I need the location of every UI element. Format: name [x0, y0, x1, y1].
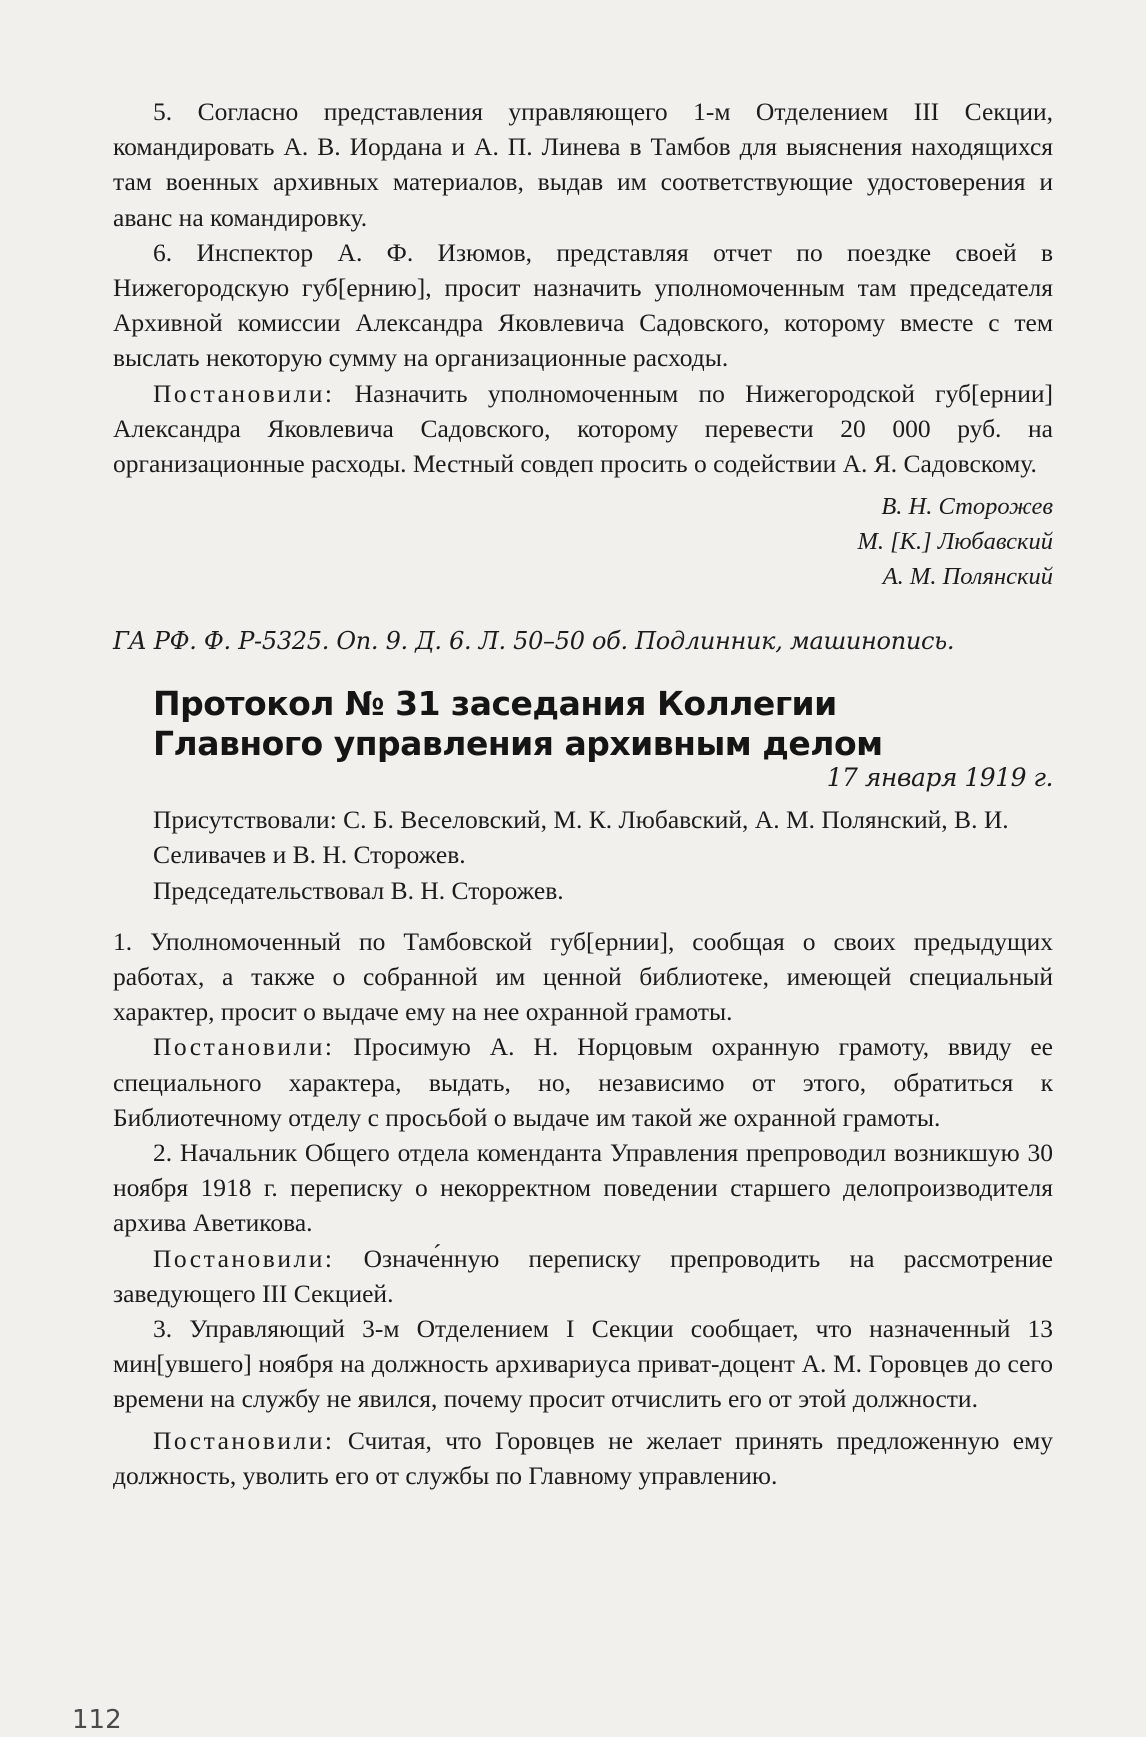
item-2: 2. Начальник Общего отдела коменданта Управления препроводил возникшую 30 ноября 1918 г. переписку о некорректном поведении старшего делопроизводителя архива Аветикова.	[113, 1138, 1053, 1238]
resolution-3-label: Постановили:	[153, 1425, 335, 1455]
archive-source: ГА РФ. Ф. Р-5325. Оп. 9. Д. 6. Л. 50–50 об. Подлинник, машинопись.	[113, 627, 955, 656]
resolution-1-label: Постановили:	[153, 1032, 335, 1062]
item-3: 3. Управляющий 3-м Отделением I Секции сообщает, что назначенный 13 мин[увшего] ноября на должность архивариуса приват-доцент А. М. Горовцев до сего времени на службу не явился, почему просит отчислить его от этой должности.	[113, 1314, 1053, 1414]
resolution-2-text: Означе́нную переписку препроводить на рассмотрение заведующего III Секцией.	[113, 1243, 1053, 1308]
chairman: Председательствовал В. Н. Сторожев.	[153, 875, 564, 905]
attendees: Присутствовали: С. Б. Веселовский, М. К. Любавский, А. М. Полянский, В. И. Селивачев и В. Н. Сторожев.	[153, 805, 1009, 870]
resolution-1	[113, 1029, 1053, 1135]
text-column	[113, 94, 1053, 1493]
resolution-3	[113, 1423, 1053, 1493]
protocol-heading	[153, 684, 1053, 764]
resolution-top	[113, 376, 1053, 482]
protocol-date: 17 января 1919 г.	[826, 763, 1053, 793]
resolution-label: Постановили:	[153, 378, 335, 408]
signature-3: А. М. Полянский	[882, 563, 1053, 591]
resolution-3-text: Считая, что Горовцев не желает принять предложенную ему должность, уволить его от службы по Главному управлению.	[113, 1425, 1053, 1490]
page-number: 112	[72, 1705, 122, 1735]
heading-line-1: Протокол № 31 заседания Коллегии	[153, 684, 837, 724]
resolution-2-label: Постановили:	[153, 1243, 335, 1273]
signature-2: М. [К.] Любавский	[857, 528, 1053, 556]
resolution-1-text: Просимую А. Н. Норцовым охранную грамоту, ввиду ее специального характера, выдать, но, независимо от этого, обратиться к Библиотечному отделу с просьбой о выдаче им такой же охранной грамоты.	[113, 1032, 1053, 1132]
resolution-2	[113, 1241, 1053, 1311]
paragraph-item-5: 5. Согласно представления управляющего 1-м Отделением III Секции, командировать А. В. Иордана и А. П. Линева в Тамбов для выяснения находящихся там военных архивных материалов, выдав им соответствующие удостоверения и аванс на командировку.	[113, 97, 1053, 232]
signature-1: В. Н. Сторожев	[881, 493, 1053, 521]
paragraph-item-6: 6. Инспектор А. Ф. Изюмов, представляя отчет по поездке своей в Нижегородскую губ[ернию], просит назначить уполномоченным там председателя Архивной комиссии Александра Яковлевича Садовского, которому вместе с тем выслать некоторую сумму на организационные расходы.	[113, 237, 1053, 373]
resolution-text: Назначить уполномоченным по Нижегородской губ[ернии] Александра Яковлевича Садовского, которому перевести 20 000 руб. на организационные расходы. Местный совдеп просить о содействии А. Я. Садовскому.	[113, 378, 1053, 479]
heading-line-2: Главного управления архивным делом	[153, 724, 883, 764]
item-1: 1. Уполномоченный по Тамбовской губ[ернии], сообщая о своих предыдущих работах, а также о собранной им ценной библиотеке, имеющей специальный характер, просит о выдаче ему на нее охранной грамоты.	[113, 926, 1053, 1027]
